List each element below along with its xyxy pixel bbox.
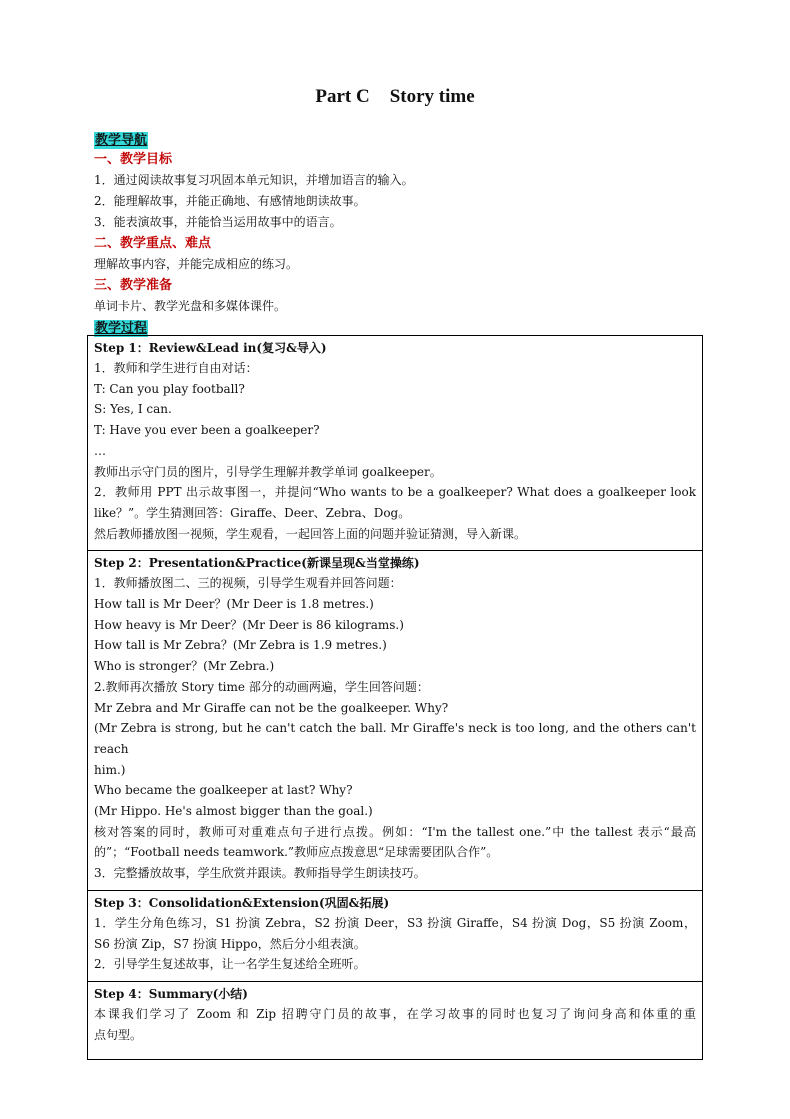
step-line: S6 扮演 Zip，S7 扮演 Hippo，然后分小组表演。: [94, 936, 366, 951]
step-cell: [88, 981, 703, 1059]
step-line: 的”；“Football needs teamwork.”教师应点拨意思“足球需要团队合作”。: [94, 845, 499, 860]
step-line: like？”。学生猜测回答：Giraffe、Deer、Zebra、Dog。: [94, 505, 411, 520]
step-line: Who became the goalkeeper at last? Why?: [94, 783, 353, 798]
page-title: [0, 86, 790, 108]
step-line: S: Yes, I can.: [94, 402, 172, 417]
title-part: Part C: [315, 86, 370, 107]
step-line: him.): [94, 762, 126, 777]
step-title: Step 2：Presentation&Practice(新课呈现&当堂操练): [94, 556, 420, 571]
key-points-line: 理解故事内容，并能完成相应的练习。: [94, 257, 299, 271]
step-line: How tall is Mr Zebra？(Mr Zebra is 1.9 metres.): [94, 638, 387, 653]
step-line: (Mr Zebra is strong, but he can't catch the ball. Mr Giraffe's neck is too long, and the others can't reach: [94, 721, 696, 756]
step-line: 1．教师和学生进行自由对话：: [94, 361, 258, 375]
title-name: Story time: [389, 86, 475, 107]
step-line: How heavy is Mr Deer？(Mr Deer is 86 kilograms.): [94, 617, 404, 632]
step-line: 3．完整播放故事，学生欣赏并跟读。教师指导学生朗读技巧。: [94, 866, 426, 881]
step-title: Step 4：Summary(小结): [94, 986, 248, 1001]
step-line: T: Have you ever been a goalkeeper?: [94, 423, 320, 438]
teaching-guide: [94, 129, 706, 337]
step-line: 2.教师再次播放 Story time 部分的动画两遍，学生回答问题：: [94, 679, 429, 694]
step-line: Who is stronger？(Mr Zebra.): [94, 659, 275, 674]
step-line: How tall is Mr Deer？(Mr Deer is 1.8 metres.): [94, 597, 374, 612]
step-line: 2．教师用 PPT 出示故事图一，并提问“Who wants to be a goalkeeper? What does a goalkeeper look: [94, 485, 696, 500]
step-line: 2．引导学生复述故事，让一名学生复述给全班听。: [94, 957, 366, 972]
step-line: 核对答案的同时，教师可对重难点句子进行点拨。例如：“I'm the tallest one.”中 the tallest 表示“最高: [94, 824, 696, 839]
step-cell: [88, 551, 703, 891]
section-heading-objectives: 一、教学目标: [94, 152, 173, 167]
step-line: 本课我们学习了 Zoom 和 Zip 招聘守门员的故事，在学习故事的同时也复习了询问身高和体重的重: [94, 1006, 696, 1021]
step-line: …: [94, 443, 106, 458]
process-label: 教学过程: [95, 321, 148, 336]
step-line: 1．教师播放图二、三的视频，引导学生观看并回答问题：: [94, 576, 402, 591]
step-cell: [88, 336, 703, 551]
step-cell: [88, 890, 703, 981]
step-line: 1．学生分角色练习，S1 扮演 Zebra，S2 扮演 Deer，S3 扮演 Giraffe，S4 扮演 Dog，S5 扮演 Zoom，: [94, 915, 696, 930]
section-heading-key-points: 二、教学重点、难点: [94, 236, 212, 251]
step-line: 然后教师播放图一视频，学生观看，一起回答上面的问题并验证猜测，导入新课。: [94, 526, 527, 541]
guide-label: 教学导航: [95, 133, 148, 148]
section-heading-preparation: 三、教学准备: [94, 278, 173, 293]
teaching-process-table: [87, 335, 703, 1060]
step-line: 教师出示守门员的图片，引导学生理解并教学单词 goalkeeper。: [94, 464, 442, 479]
objective-line: 3．能表演故事，并能恰当运用故事中的语言。: [94, 215, 342, 229]
step-line: Mr Zebra and Mr Giraffe can not be the goalkeeper. Why?: [94, 700, 449, 715]
preparation-line: 单词卡片、教学光盘和多媒体课件。: [94, 299, 287, 313]
step-title: Step 3：Consolidation&Extension(巩固&拓展): [94, 895, 390, 910]
step-line: 点句型。: [94, 1027, 143, 1042]
step-title: Step 1：Review&Lead in(复习&导入): [94, 341, 327, 355]
step-line: T: Can you play football?: [94, 381, 245, 396]
objective-line: 2．能理解故事，并能正确地、有感情地朗读故事。: [94, 194, 366, 208]
objective-line: 1．通过阅读故事复习巩固本单元知识，并增加语言的输入。: [94, 173, 414, 187]
step-line: (Mr Hippo. He's almost bigger than the goal.): [94, 804, 373, 819]
